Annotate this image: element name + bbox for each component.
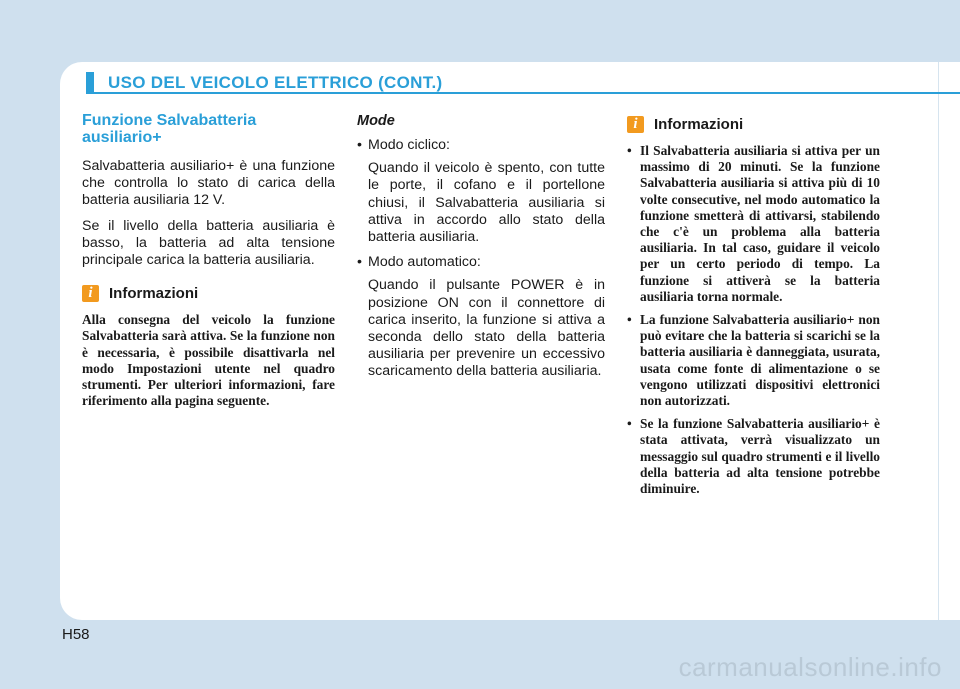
paragraph: Salvabatteria ausiliario+ è una funzione che controlla lo stato di carica della batteria ausiliaria 12 V.: [82, 158, 335, 209]
info-title: Informazioni: [109, 285, 199, 303]
info-icon: i: [82, 285, 99, 302]
column-right: [627, 112, 880, 504]
section-header: [86, 72, 960, 94]
mode-title: Mode: [357, 113, 395, 129]
info-heading: [82, 285, 335, 302]
info-title: Informazioni: [654, 116, 744, 133]
info-list-item: • Il Salvabatteria ausiliaria si attiva per un massimo di 20 minuti. Se la funzione Salvabatteria ausiliaria si attiva più di 10 volte consecutive, nel modo automatico la funzione smetterà di attivarsi, stabilendo che c'è un problema alla batteria ausiliaria. In tal caso, guidare il veicolo per un certo periodo di tempo. La funzione si attiverà se la batteria ausiliaria torna normale.: [627, 143, 880, 305]
bullet-text: Quando il pulsante POWER è in posizione ON con il connettore di carica inserito, la funzione si attiva a seconda dello stato della batteria ausiliaria per prevenire un eccessivo scaricamento della batteria ausiliaria.: [368, 277, 605, 380]
bullet-label: • Modo automatico:: [357, 254, 605, 271]
info-icon: i: [627, 116, 644, 133]
bullet-text: Quando il veicolo è spento, con tutte le porte, il cofano e il portellone chiusi, il Salvabatteria ausiliaria si attiva in accordo allo stato della batteria ausiliaria.: [368, 160, 605, 246]
page-number: H58: [62, 626, 90, 643]
column-middle: [357, 112, 605, 389]
paragraph: Se il livello della batteria ausiliaria è basso, la batteria ad alta tensione principale carica la batteria ausiliaria.: [82, 217, 335, 269]
info-list: [627, 143, 880, 497]
watermark: carmanualsonline.info: [678, 652, 942, 682]
info-list-item: • La funzione Salvabatteria ausiliario+ non può evitare che la batteria si scarichi se la batteria ausiliaria è danneggiata, usurata, usata come fonte di alimentazione o se vengono utilizzati dispositivi elettronici non autorizzati.: [627, 312, 880, 409]
info-heading: [627, 116, 880, 133]
section-title: Funzione Salvabatteria ausiliario+: [82, 112, 257, 146]
header-title: USO DEL VEICOLO ELETTRICO (CONT.): [108, 73, 443, 92]
header-underline: [86, 92, 960, 94]
bullet-label: • Modo ciclico:: [357, 137, 605, 154]
header-accent-bar: [86, 72, 94, 94]
column-left: [82, 112, 335, 409]
right-margin-rule: [938, 62, 939, 620]
info-text: Alla consegna del veicolo la funzione Salvabatteria sarà attiva. Se la funzione non è necessaria, è possibile disattivarla nel modo Impostazioni utente nel quadro strumenti. Per ulteriori informazioni, fare riferimento alla pagina seguente.: [82, 312, 335, 409]
info-list-item: • Se la funzione Salvabatteria ausiliario+ è stata attivata, verrà visualizzato un messaggio sul quadro strumenti e il livello della batteria ad alta tensione potrebbe diminuire.: [627, 416, 880, 497]
